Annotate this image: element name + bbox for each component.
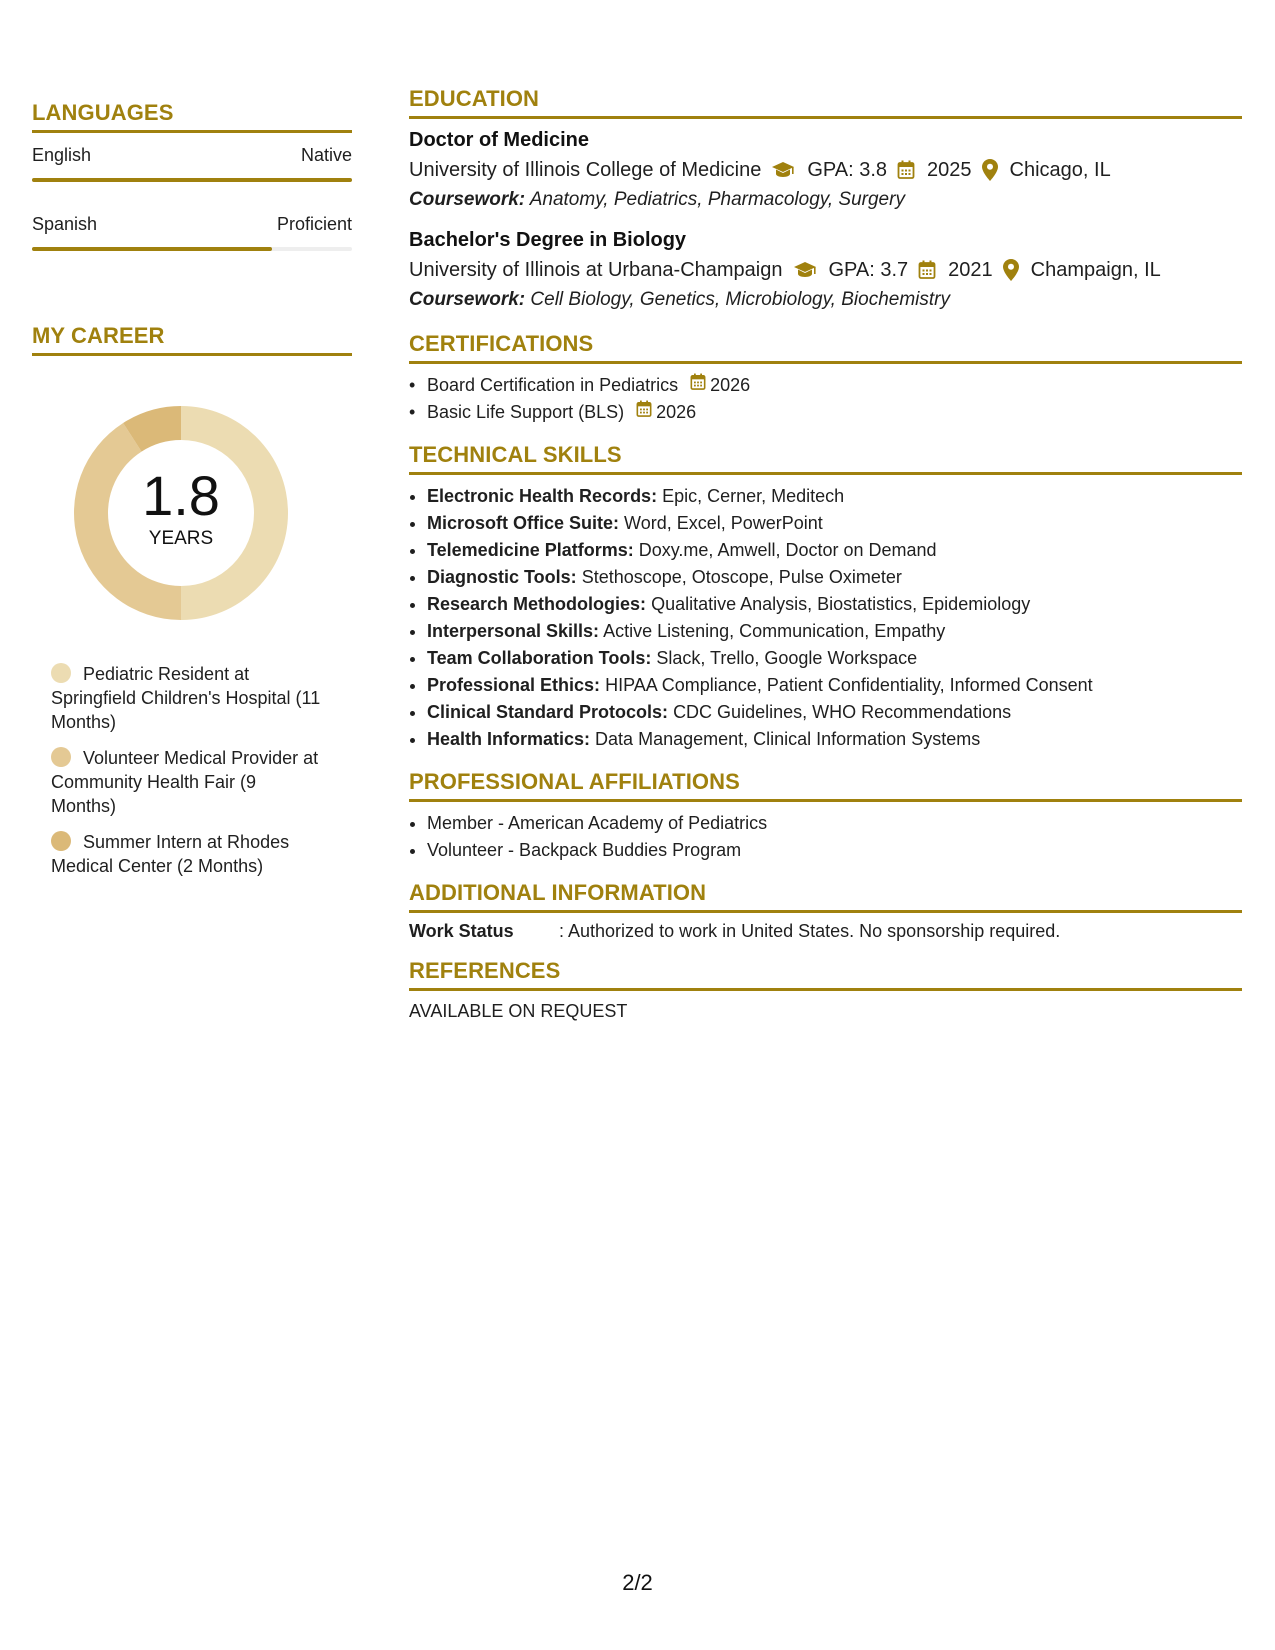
list-item <box>427 510 1242 537</box>
career-legend-item <box>51 830 321 878</box>
career-title: MY CAREER <box>32 323 352 356</box>
language-level: Proficient <box>276 214 352 234</box>
calendar-icon <box>690 373 706 391</box>
career-item-text: Volunteer Medical Provider at Community Health Fair (9 Months) <box>51 748 319 816</box>
skills-list <box>409 483 1242 753</box>
coursework <box>409 285 1242 315</box>
education-entry <box>409 225 1242 315</box>
language-item <box>32 145 352 182</box>
work-status-label: Work Status <box>409 921 514 941</box>
certifications-section <box>409 331 1242 426</box>
legend-dot <box>51 663 71 683</box>
right-column <box>409 86 1242 1022</box>
skill-label: Telemedicine Platforms: <box>427 540 634 560</box>
education-entry <box>409 125 1242 215</box>
skill-label: Interpersonal Skills: <box>427 621 600 641</box>
degree: Bachelor's Degree in Biology <box>409 229 687 251</box>
list-item <box>427 699 1242 726</box>
work-status-value: : Authorized to work in United States. No sponsorship required. <box>559 921 1061 941</box>
language-name: Spanish <box>32 214 98 234</box>
skill-value: Stethoscope, Otoscope, Pulse Oximeter <box>581 567 902 587</box>
location-pin-icon <box>1003 259 1019 281</box>
list-item <box>427 537 1242 564</box>
calendar-icon <box>897 160 915 180</box>
additional-info-section <box>409 880 1242 942</box>
skill-label: Diagnostic Tools: <box>427 567 577 587</box>
cert-year: 2026 <box>656 402 697 422</box>
list-item <box>409 399 1242 426</box>
career-years-label: YEARS <box>148 528 214 549</box>
skills-title: TECHNICAL SKILLS <box>409 442 1242 475</box>
career-years-value: 1.8 <box>142 464 220 527</box>
language-level-fill <box>32 247 272 251</box>
list-item: • Volunteer - Backpack Buddies Program <box>427 837 1242 864</box>
skill-label: Professional Ethics: <box>427 675 601 695</box>
work-status-row <box>409 921 1242 942</box>
cert-name: Basic Life Support (BLS) <box>427 402 625 422</box>
list-item <box>427 645 1242 672</box>
language-level-fill <box>32 178 352 182</box>
skills-section <box>409 442 1242 753</box>
year: 2021 <box>948 259 993 281</box>
list-item <box>427 618 1242 645</box>
skill-value: HIPAA Compliance, Patient Confidentiality, Informed Consent <box>605 675 1093 695</box>
skill-value: Epic, Cerner, Meditech <box>662 486 845 506</box>
career-donut-chart <box>66 398 296 628</box>
affiliations-list <box>409 810 1242 864</box>
page-number: 2/2 <box>622 1570 653 1595</box>
skill-value: CDC Guidelines, WHO Recommendations <box>673 702 1012 722</box>
skill-label: Electronic Health Records: <box>427 486 658 506</box>
education-section <box>409 86 1242 315</box>
coursework-label: Coursework: <box>409 289 526 310</box>
list-item <box>427 726 1242 753</box>
calendar-icon <box>636 400 652 418</box>
left-column <box>32 100 352 890</box>
career-item-text: Pediatric Resident at Springfield Children's Hospital (11 Months) <box>51 664 321 732</box>
year: 2025 <box>927 159 972 181</box>
cert-name: Board Certification in Pediatrics <box>427 375 679 395</box>
skill-label: Microsoft Office Suite: <box>427 513 620 533</box>
skill-label: Health Informatics: <box>427 729 591 749</box>
list-item <box>409 372 1242 399</box>
language-level-bar <box>32 178 352 182</box>
language-item <box>32 214 352 251</box>
school: University of Illinois College of Medicine <box>409 159 762 181</box>
list-item <box>427 564 1242 591</box>
skill-label: Team Collaboration Tools: <box>427 648 652 668</box>
legend-dot <box>51 747 71 767</box>
affiliations-section <box>409 769 1242 864</box>
coursework-list: Cell Biology, Genetics, Microbiology, Biochemistry <box>530 289 950 310</box>
skill-value: Active Listening, Communication, Empathy <box>603 621 946 641</box>
skill-value: Qualitative Analysis, Biostatistics, Epidemiology <box>651 594 1031 614</box>
coursework-list: Anatomy, Pediatrics, Pharmacology, Surgery <box>529 189 905 210</box>
language-level: Native <box>300 145 352 165</box>
legend-dot <box>51 831 71 851</box>
career-legend-item <box>51 746 321 818</box>
skill-label: Research Methodologies: <box>427 594 647 614</box>
skill-value: Slack, Trello, Google Workspace <box>656 648 918 668</box>
career-legend-item <box>51 662 321 734</box>
skill-value: Doxy.me, Amwell, Doctor on Demand <box>638 540 937 560</box>
list-item <box>427 672 1242 699</box>
location: Champaign, IL <box>1030 259 1161 281</box>
school: University of Illinois at Urbana-Champaign <box>409 259 783 281</box>
career-item-text: Summer Intern at Rhodes Medical Center (2 Months) <box>51 832 290 876</box>
references-title: REFERENCES <box>409 958 1242 991</box>
certifications-list <box>409 372 1242 426</box>
languages-section <box>32 100 352 251</box>
graduation-cap-icon <box>793 261 817 279</box>
gpa: GPA: 3.8 <box>807 159 888 181</box>
cert-year: 2026 <box>710 375 751 395</box>
location-pin-icon <box>982 159 998 181</box>
career-legend <box>51 662 321 878</box>
skill-label: Clinical Standard Protocols: <box>427 702 669 722</box>
affiliations-title: PROFESSIONAL AFFILIATIONS <box>409 769 1242 802</box>
references-text: AVAILABLE ON REQUEST <box>409 1001 628 1021</box>
skill-value: Data Management, Clinical Information Systems <box>595 729 981 749</box>
coursework <box>409 185 1242 215</box>
additional-info-title: ADDITIONAL INFORMATION <box>409 880 1242 913</box>
gpa: GPA: 3.7 <box>828 259 909 281</box>
degree: Doctor of Medicine <box>409 129 590 151</box>
calendar-icon <box>918 260 936 280</box>
certifications-title: CERTIFICATIONS <box>409 331 1242 364</box>
location: Chicago, IL <box>1009 159 1111 181</box>
list-item <box>427 591 1242 618</box>
skill-value: Word, Excel, PowerPoint <box>624 513 823 533</box>
languages-title: LANGUAGES <box>32 100 352 133</box>
education-title: EDUCATION <box>409 86 1242 119</box>
list-item: • Member - American Academy of Pediatrics <box>427 810 1242 837</box>
references-section <box>409 958 1242 1022</box>
language-name: English <box>32 145 92 165</box>
graduation-cap-icon <box>771 161 795 179</box>
coursework-label: Coursework: <box>409 189 526 210</box>
language-level-bar <box>32 247 352 251</box>
list-item <box>427 483 1242 510</box>
career-section <box>32 323 352 878</box>
